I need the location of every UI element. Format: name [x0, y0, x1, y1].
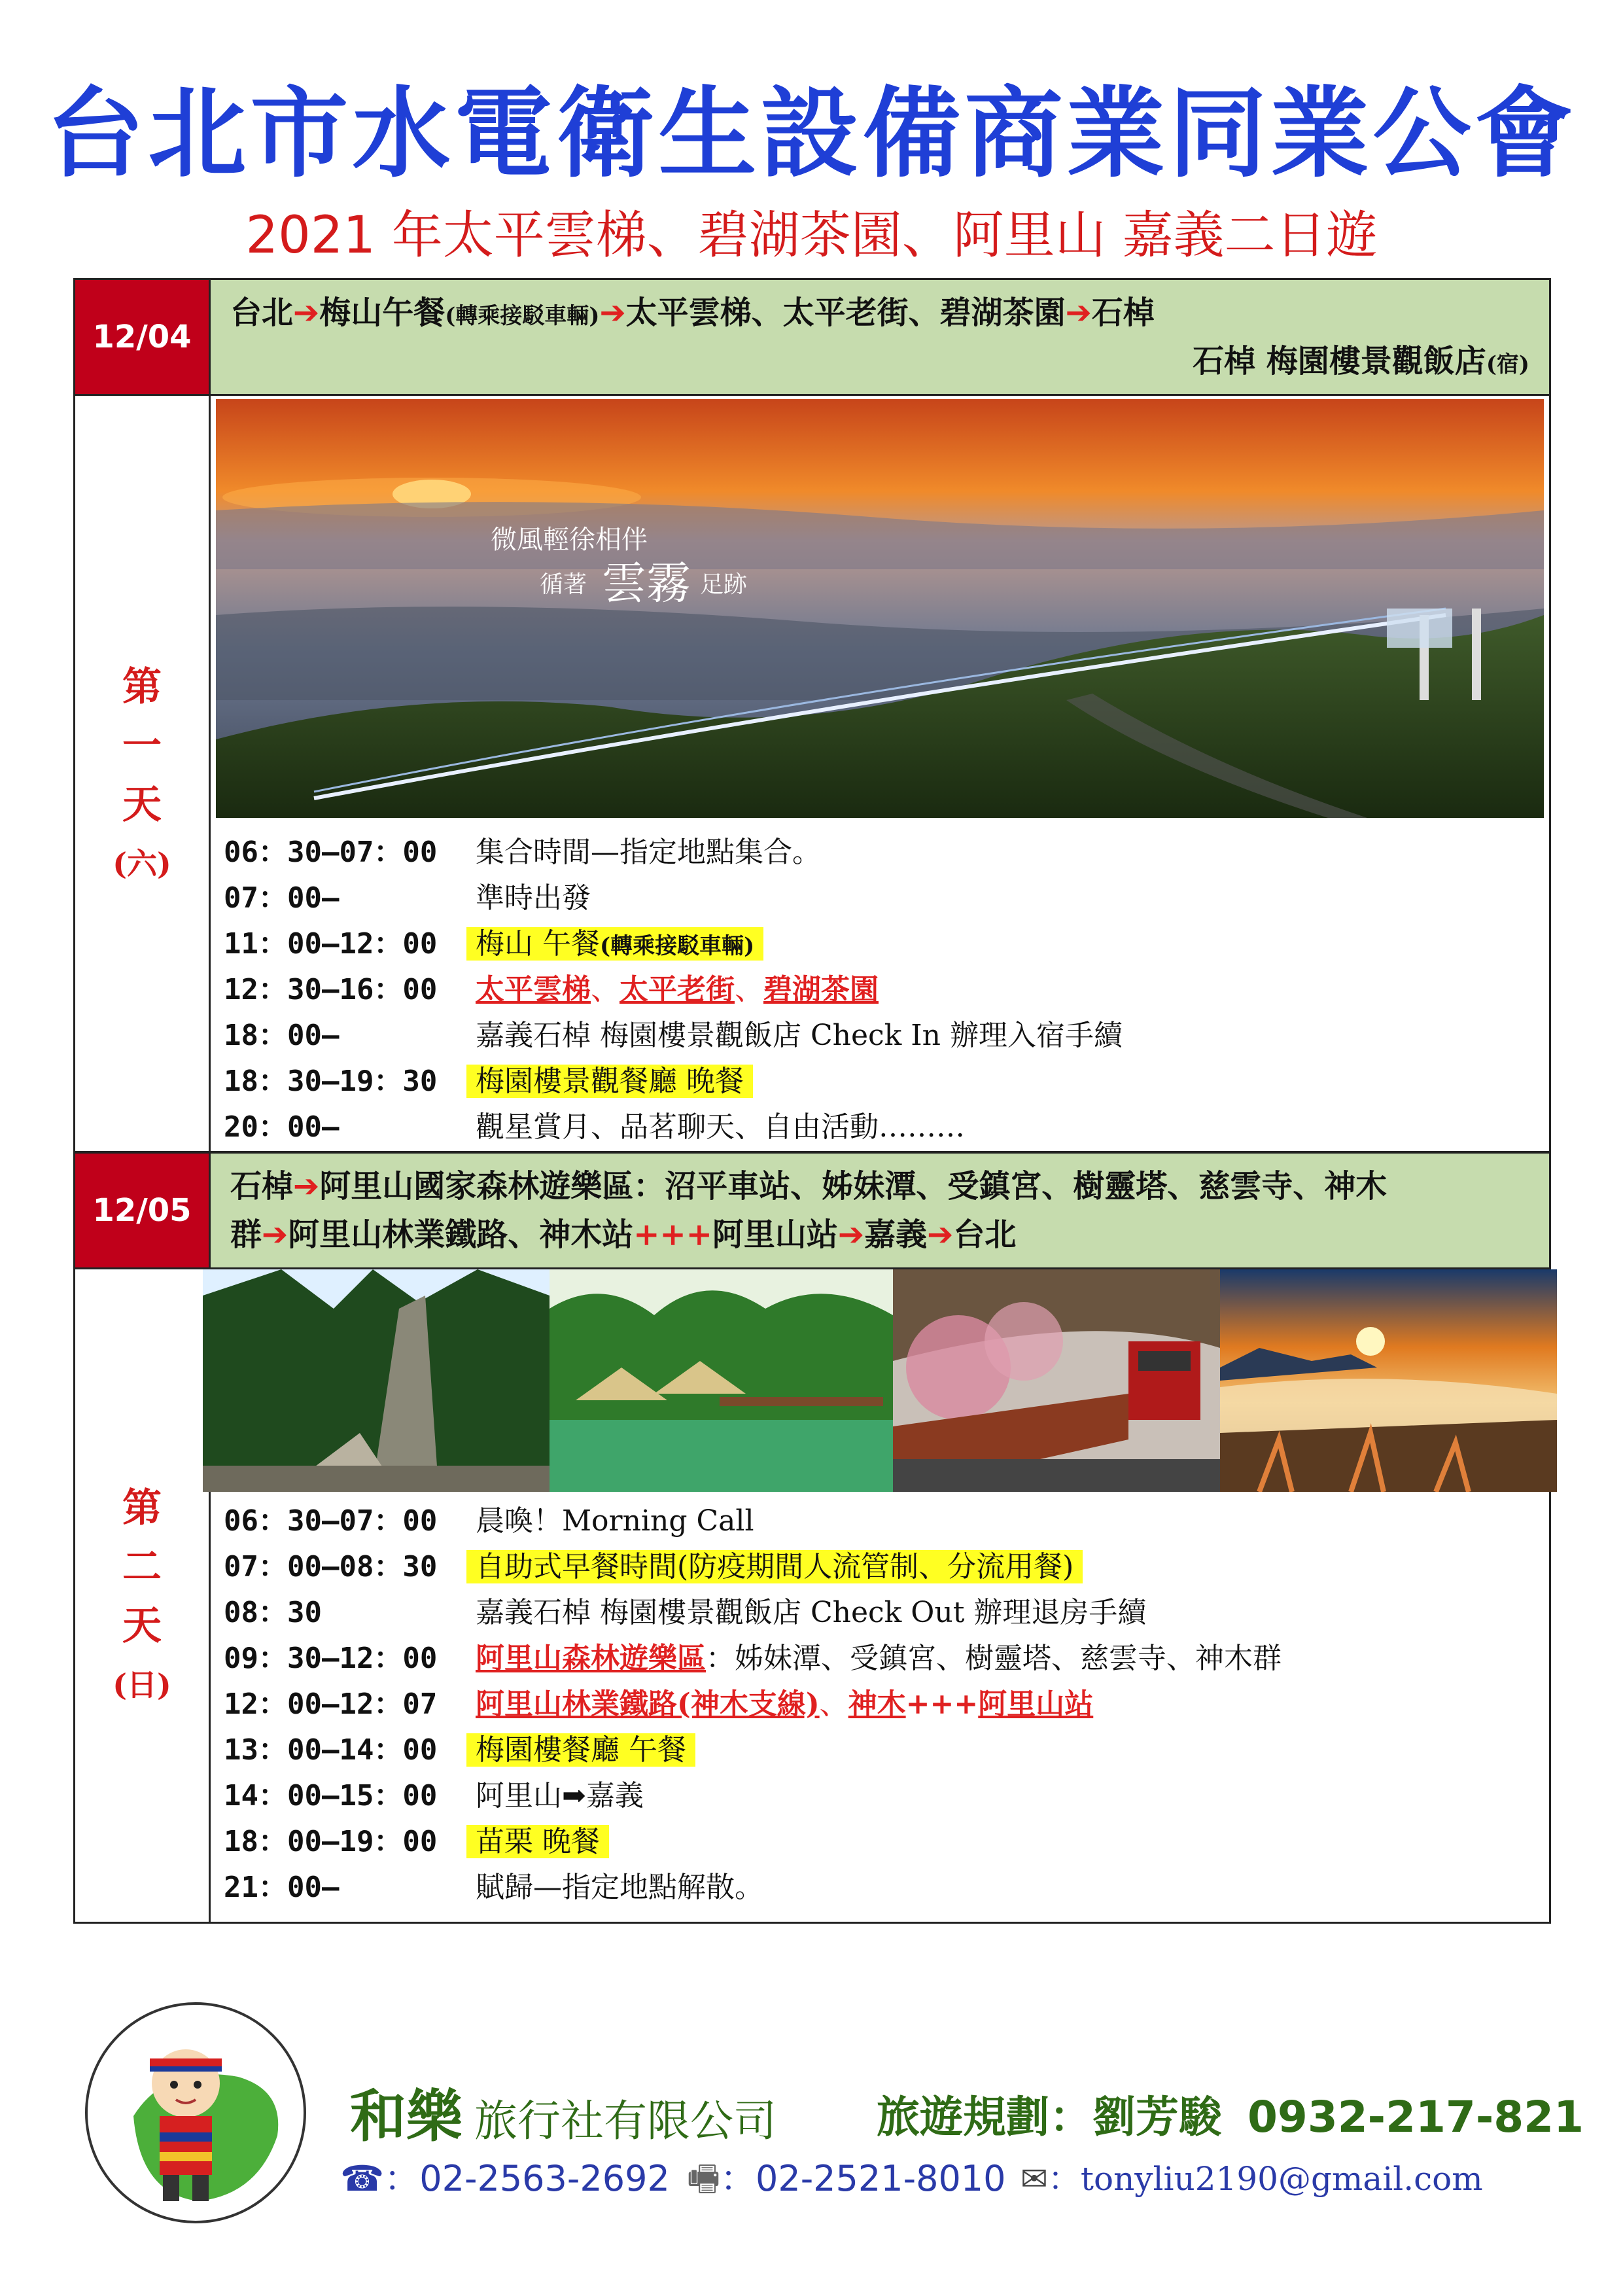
day1-date: 12/04 [73, 278, 211, 396]
schedule-time: 20：00— [224, 1110, 340, 1144]
schedule-time: 07：00— [224, 881, 340, 915]
phone-contact: ☎：02-2563-2692 [340, 2158, 670, 2199]
schedule-time: 06：30—07：00 [224, 1504, 438, 1538]
schedule-desc: 嘉義石棹 梅園樓景觀飯店 Check Out 辦理退房手續 [476, 1596, 1147, 1629]
schedule-desc: 梅山 午餐(轉乘接駁車輛) [476, 921, 763, 969]
page-subtitle: 2021 年太平雲梯、碧湖茶園、阿里山 嘉義二日遊 [245, 206, 1378, 265]
arrow-right-icon: ➔ [262, 1216, 288, 1253]
schedule-desc: 苗栗 晚餐 [476, 1819, 609, 1865]
day1-route-line2 [1193, 338, 1529, 388]
schedule-desc: 嘉義石棹 梅園樓景觀飯店 Check In 辦理入宿手續 [476, 1019, 1123, 1052]
photo-caption-line2c: 足跡 [700, 571, 748, 598]
fax-contact: 🖷：02-2521-8010 [687, 2158, 1006, 2199]
schedule-desc: 集合時間—指定地點集合。 [476, 836, 821, 869]
sunset-bridge-image [216, 399, 1544, 818]
arrow-right-icon: ➔ [293, 294, 320, 331]
route-stop: 石棹 [230, 1168, 294, 1205]
arrow-right-icon: ➔ [1065, 294, 1092, 331]
day2-photo-sacred-tree [203, 1269, 550, 1492]
schedule-time: 18：30—19：30 [224, 1065, 438, 1098]
schedule-time: 08：30 [224, 1596, 322, 1629]
route-stop: 台北 [230, 294, 294, 331]
photo-caption-line2a: 循著 [540, 571, 587, 598]
route-hotel: 石棹 梅園樓景觀飯店 [1193, 343, 1486, 380]
sea-of-clouds-image [1220, 1269, 1557, 1492]
route-stop: 台北 [953, 1216, 1017, 1253]
day1-route [209, 278, 1551, 396]
fax-icon: 🖷 [687, 2158, 720, 2199]
schedule-desc: 梅園樓景觀餐廳 晚餐 [476, 1059, 753, 1104]
schedule-time: 12：30—16：00 [224, 973, 438, 1006]
route-stop: 太平雲梯、太平老街、碧湖茶園 [625, 294, 1066, 331]
schedule-desc: 阿里山➡嘉義 [476, 1779, 644, 1812]
schedule-time: 18：00— [224, 1019, 340, 1052]
arrow-right-icon: ➔ [837, 1216, 865, 1253]
route-stop: 阿里山林業鐵路、神木站 [288, 1216, 634, 1253]
phone-icon: ☎ [340, 2158, 385, 2199]
day2-photo-sea-of-clouds [1220, 1269, 1557, 1492]
schedule-time: 18：00—19：00 [224, 1825, 438, 1858]
day2-route-line2 [230, 1211, 1016, 1258]
planner-info: 旅遊規劃：劉芳駿 0932-217-821 [877, 2091, 1584, 2142]
schedule-desc: 自助式早餐時間(防疫期間人流管制、分流用餐) [476, 1544, 1083, 1590]
route-stop: 嘉義 [864, 1216, 928, 1253]
schedule-time: 11：00—12：00 [224, 927, 438, 961]
schedule-time: 13：00—14：00 [224, 1733, 438, 1767]
arrow-right-icon: ➡ [562, 1779, 586, 1812]
route-stop: 石棹 [1091, 294, 1155, 331]
schedule-time: 14：00—15：00 [224, 1779, 438, 1812]
schedule-time: 06：30—07：00 [224, 836, 438, 869]
arrow-right-icon: ➔ [293, 1168, 320, 1205]
route-stop: 梅山午餐 [319, 294, 445, 331]
route-stop: 阿里山國家森林遊樂區：沼平車站、姊妹潭、受鎮宮、樹靈塔、慈雲寺、神木 [319, 1168, 1387, 1205]
route-note: (轉乘接駁車輛) [445, 303, 600, 329]
route-stop: 群 [230, 1216, 262, 1253]
day2-date: 12/05 [73, 1152, 211, 1269]
day2-photo-sister-pond [550, 1269, 893, 1492]
schedule-time: 09：30—12：00 [224, 1642, 438, 1675]
forest-train-image [893, 1269, 1220, 1492]
schedule-desc: 阿里山林業鐵路(神木支線)、神木+++阿里山站 [476, 1687, 1094, 1721]
mascot-logo-image [88, 2005, 304, 2221]
email-contact: ✉：tonyliu2190@gmail.com [1021, 2160, 1483, 2198]
schedule-desc: 觀星賞月、品茗聊天、自由活動……… [476, 1110, 965, 1144]
mail-icon: ✉ [1021, 2160, 1048, 2198]
photo-caption-line2b: 雲霧 [602, 558, 691, 610]
day2-photo-forest-train [893, 1269, 1220, 1492]
day1-label-cell [73, 394, 211, 1153]
day1-route-line1 [230, 289, 1155, 340]
day2-route-line1 [230, 1163, 1387, 1210]
schedule-time: 12：00—12：07 [224, 1687, 438, 1721]
company-logo [85, 2002, 306, 2223]
route-plus: +++ [633, 1216, 712, 1253]
route-stop: 阿里山站 [712, 1216, 838, 1253]
schedule-desc: 準時出發 [476, 881, 591, 915]
schedule-desc: 梅園樓餐廳 午餐 [476, 1727, 695, 1773]
company-name: 和樂 旅行社有限公司 [350, 2083, 777, 2149]
arrow-right-icon: ➔ [599, 294, 626, 331]
sister-pond-image [550, 1269, 893, 1492]
schedule-desc: 晨喚！Morning Call [476, 1504, 754, 1538]
page-title: 台北市水電衛生設備商業同業公會 [46, 77, 1577, 191]
sacred-tree-image [203, 1269, 550, 1492]
schedule-desc: 阿里山森林遊樂區：姊妹潭、受鎮宮、樹靈塔、慈雲寺、神木群 [476, 1642, 1282, 1675]
schedule-time: 21：00— [224, 1871, 340, 1904]
schedule-desc: 太平雲梯、太平老街、碧湖茶園 [476, 973, 879, 1006]
photo-caption-line1: 微風輕徐相伴 [491, 525, 648, 555]
day2-label: 第 二 天 (日) [113, 1485, 171, 1703]
day1-label: 第 一 天 (六) [113, 664, 171, 881]
arrow-right-icon: ➔ [927, 1216, 954, 1253]
route-note: (宿) [1486, 351, 1529, 378]
day2-label-cell [73, 1267, 211, 1924]
day2-route [209, 1152, 1551, 1269]
day1-panorama-photo [216, 399, 1544, 818]
schedule-time: 07：00—08：30 [224, 1550, 438, 1583]
schedule-desc: 賦歸—指定地點解散。 [476, 1871, 763, 1904]
